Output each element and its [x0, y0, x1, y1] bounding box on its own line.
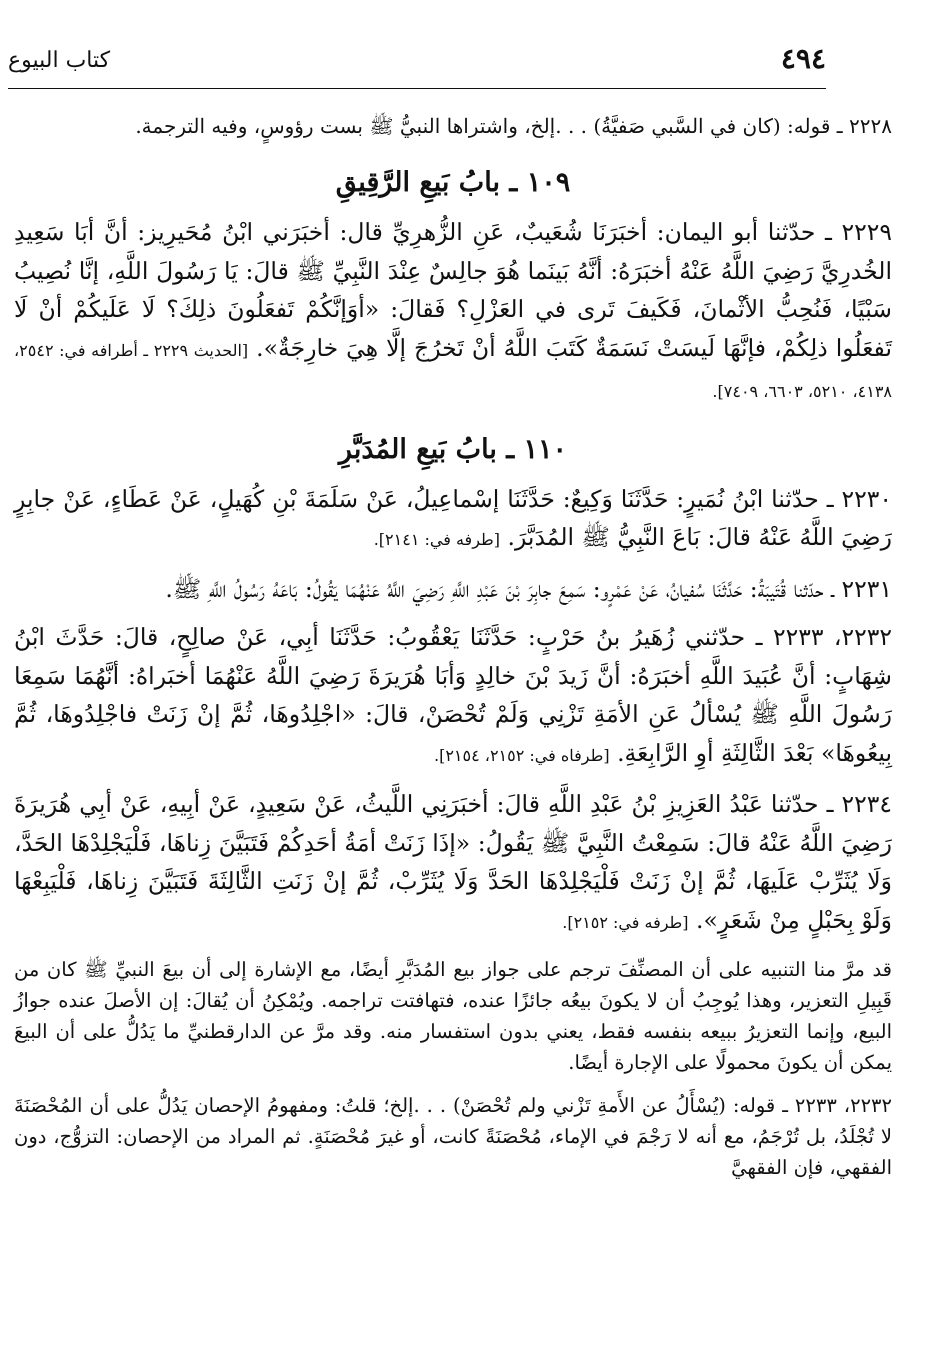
- commentary-paragraph-2: ٢٢٣٢، ٢٢٣٣ ـ قوله: (يُسْأَلُ عن الأَمةِ تَزْني ولم تُحْصَنْ) . . .إلخ؛ قلتُ: ومفهومُ الإحصان يَدُلُّ على أن المُحْصَنَةَ لا تُجْلَدُ، بل تُرْجَمُ، مع أنه لا رَجْمَ في الإماء، مُحْصَنَةً كانت، أو غيرَ مُحْصَنَةٍ. ثم المراد من الإحصان: التزوُّج، دون الفقهي، فإن الفقهيَّ: [14, 1094, 892, 1179]
- hadith-2229: [14, 213, 892, 412]
- hadith-text: ٢٢٣٠ ـ حدّثنا ابْنُ نُمَيرٍ: حَدَّثَنَا وَكِيعٌ: حَدَّثَنَا إسْماعِيلُ، عَنْ سَلَمَةَ بْنِ كُهَيلٍ، عَنْ عَطَاءٍ، عَنْ جابِرٍ رَضِيَ اللَّهُ عَنْهُ قالَ: بَاعَ النَّبِيُّ ﷺ المُدَبَّرَ.: [14, 484, 892, 551]
- chapter-heading-110: ١١٠ ـ بابُ بَيعِ المُدَبَّرِ: [338, 433, 568, 465]
- hadith-2234: [14, 785, 892, 942]
- hadith-2230: [14, 480, 892, 560]
- page-body: [14, 108, 892, 1183]
- hadith-text: ٢٢٣١ ـ حدّثنا قُتَيبَةُ: حَدَّثَنَا سُفيانُ، عَنْ عَمْرٍو: سَمِعَ جابِرَ بْنَ عَبْدِ اللَّهِ رَضِيَ اللَّهُ عَنْهُمَا يَقُولُ: بَاعَهُ رَسُولُ اللَّهِ ﷺ.: [165, 574, 892, 603]
- hadith-text: ٢٢٣٢، ٢٢٣٣ ـ حدّثني زُهَيرُ بنُ حَرْبٍ: حَدَّثَنَا يَعْقُوبُ: حَدَّثَنَا أبِي، عَنْ صالِحٍ، قالَ: حَدَّثَ ابْنُ شِهَابٍ: أنَّ عُبَيدَ اللَّهِ أخبَرَهُ: أنَّ زَيدَ بْنَ خالِدٍ وَأبَا هُرَيرَةَ رَضِيَ اللَّهُ عَنْهُمَا أخبَراهُ: أنَّهُمَا سَمِعَا رَسُولَ اللَّهِ ﷺ يُسْألُ عَنِ الأمَةِ تَزْنِي وَلَمْ تُحْصَنْ، قالَ: «اجْلِدُوهَا، ثُمَّ إنْ زَنَتْ فاجْلِدُوهَا، ثُمَّ بِيعُوهَا» بَعْدَ الثَّالِثَةِ أوِ الرَّابِعَةِ.: [14, 623, 892, 767]
- hadith-cross-reference: [طرفه في: ٢١٥٢].: [562, 912, 689, 932]
- note-2228: ٢٢٢٨ ـ قوله: (كان في السَّبي صَفيَّةُ) . . .إلخ، واشتراها النبيُّ ﷺ بست رؤوسٍ، وفيه الترجمة.: [135, 114, 892, 138]
- commentary-paragraph-1: قد مرَّ منا التنبيه على أن المصنِّفَ ترجم على جواز بيع المُدَبَّرِ أيضًا، مع الإشارة إلى أن بيعَ النبيِّ ﷺ كان من قَبِيلِ التعزير، وهذا يُوجِبُ أن لا يكونَ بيعُه جائزًا عنده، فتهافتت تراجمه. ويُمْكِنُ أن يُقالَ: إن الأصلَ عنده جوازُ البيع، وإنما التعزيرُ ببيعه بنفسه فقط، يعني بدون استفسار منه. وقد مرَّ عن الدارقطنيِّ ما يَدُلُّ على أن البيعَ يمكن أن يكونَ محمولًا على الإجارة أيضًا.: [14, 958, 892, 1074]
- hadith-text: ٢٢٢٩ ـ حدّثنا أبو اليمان: أخبَرَنَا شُعَيبٌ، عَنِ الزُّهرِيِّ قال: أخبَرَني ابْنُ مُحَيرِيز: أنَّ أبَا سَعِيدِ الخُدرِيَّ رَضِيَ اللَّهُ عَنْهُ أخبَرَهُ: أنَّهُ بَينَما هُوَ جالِسٌ عِنْدَ النَّبِيِّ ﷺ قالَ: يَا رَسُولَ اللَّهِ، إنَّا نُصِيبُ سَبْيًا، فَنُحِبُّ الأثْمانَ، فَكَيفَ تَرى في العَزْلِ؟ فَقالَ: «أوَإنَّكُمْ تَفعَلُونَ ذلِكَ؟ لَا عَلَيكُمْ أنْ لَا تَفعَلُوا ذلِكُمْ، فإنَّهَا لَيسَتْ نَسَمَةٌ كَتَبَ اللَّهُ أنْ تَخرُجَ إلَّا هِيَ خارِجَةٌ».: [14, 218, 892, 362]
- page-header: [8, 40, 826, 89]
- hadith-text: ٢٢٣٤ ـ حدّثنا عَبْدُ العَزِيزِ بْنُ عَبْدِ اللَّهِ قالَ: أخبَرَنِي اللَّيثُ، عَنْ سَعِيدٍ، عَنْ أبِيهِ، عَنْ أبِي هُرَيرَةَ رَضِيَ اللَّهُ عَنْهُ قالَ: سَمِعْتُ النَّبِيَّ ﷺ يَقُولُ: «إذَا زَنَتْ أمَةُ أحَدِكُمْ فَتَبَيَّنَ زِناهَا، فَلْيَجْلِدْهَا الحَدَّ، وَلَا يُثَرِّبْ عَلَيهَا، ثُمَّ إنْ زَنَتْ فَلْيَجْلِدْهَا الحَدَّ وَلَا يُثَرِّبْ، ثُمَّ إنْ زَنَتِ الثَّالِثَةَ فَتَبَيَّنَ زِناهَا، فَلْيَبِعْهَا وَلَوْ بِحَبْلٍ مِنْ شَعَرٍ».: [14, 790, 892, 934]
- hadith-cross-reference: [الحديث ٢٢٢٩ ـ أطرافه في: ٢٥٤٢، ٤١٣٨، ٥٢١٠، ٦٦٠٣، ٧٤٠٩].: [14, 340, 892, 401]
- hadith-2232-2233: [14, 618, 892, 775]
- running-title: كتاب البيوع: [8, 48, 111, 73]
- chapter-heading-109: ١٠٩ ـ بابُ بَيعِ الرَّقِيقِ: [335, 167, 571, 198]
- hadith-cross-reference: [طرفه في: ٢١٤١].: [373, 530, 500, 549]
- hadith-2231: [14, 570, 892, 609]
- page-number: ٤٩٤: [780, 42, 826, 75]
- hadith-cross-reference: [طرفاه في: ٢١٥٢، ٢١٥٤].: [433, 745, 610, 765]
